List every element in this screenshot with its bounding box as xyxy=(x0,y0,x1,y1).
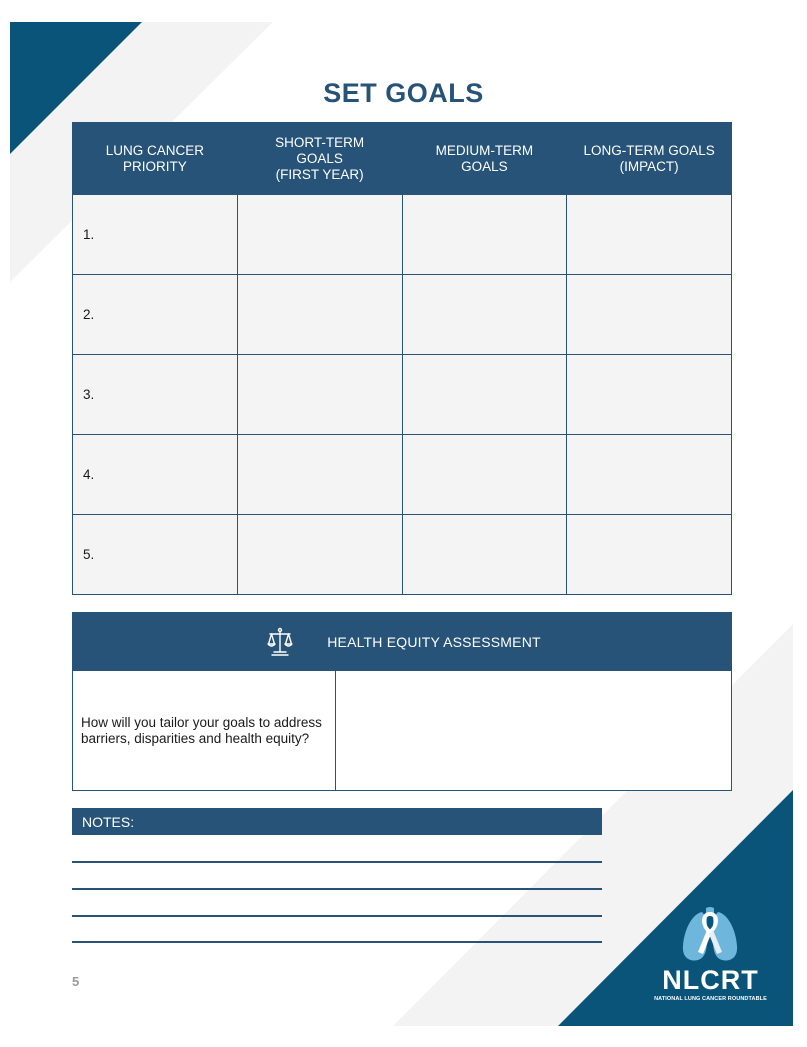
medium-term-cell[interactable] xyxy=(402,195,567,275)
priority-cell[interactable]: 1. xyxy=(73,195,238,275)
table-row xyxy=(73,195,732,275)
short-term-cell[interactable] xyxy=(237,435,402,515)
long-term-cell[interactable] xyxy=(567,515,732,595)
health-equity-header xyxy=(72,612,732,671)
priority-cell[interactable]: 4. xyxy=(73,435,238,515)
note-line[interactable] xyxy=(72,915,602,917)
page-title: SET GOALS xyxy=(323,78,484,108)
medium-term-cell[interactable] xyxy=(402,275,567,355)
logo-subtitle: NATIONAL LUNG CANCER ROUNDTABLE xyxy=(654,996,767,1002)
header-medium-term-goals: MEDIUM-TERM GOALS xyxy=(402,123,567,195)
short-term-cell[interactable] xyxy=(237,355,402,435)
logo-name: NLCRT xyxy=(662,965,759,995)
header-lung-cancer-priority: LUNG CANCER PRIORITY xyxy=(73,123,238,195)
table-row xyxy=(73,435,732,515)
note-line[interactable] xyxy=(72,941,602,943)
priority-cell[interactable]: 3. xyxy=(73,355,238,435)
health-equity-title: HEALTH EQUITY ASSESSMENT xyxy=(327,633,541,650)
short-term-cell[interactable] xyxy=(237,195,402,275)
goals-table xyxy=(72,122,732,595)
long-term-cell[interactable] xyxy=(567,435,732,515)
medium-term-cell[interactable] xyxy=(402,515,567,595)
scales-icon xyxy=(267,627,293,657)
health-equity-answer-box[interactable] xyxy=(336,671,731,790)
long-term-cell[interactable] xyxy=(567,195,732,275)
notes-label-bar xyxy=(72,808,602,835)
short-term-cell[interactable] xyxy=(237,275,402,355)
long-term-cell[interactable] xyxy=(567,355,732,435)
page-number: 5 xyxy=(72,974,80,989)
note-line[interactable] xyxy=(72,888,602,890)
long-term-cell[interactable] xyxy=(567,275,732,355)
notes-label: NOTES: xyxy=(82,813,135,830)
priority-cell[interactable]: 2. xyxy=(73,275,238,355)
table-row xyxy=(73,515,732,595)
medium-term-cell[interactable] xyxy=(402,435,567,515)
goals-table-header-row xyxy=(73,123,732,195)
header-long-term-goals: LONG-TERM GOALS (IMPACT) xyxy=(567,123,732,195)
nlcrt-logo xyxy=(648,906,773,1008)
note-line[interactable] xyxy=(72,861,602,863)
header-short-term-goals: SHORT-TERM GOALS (FIRST YEAR) xyxy=(237,123,402,195)
table-row xyxy=(73,275,732,355)
health-equity-body xyxy=(72,671,732,791)
lung-ribbon-icon xyxy=(680,906,740,964)
medium-term-cell[interactable] xyxy=(402,355,567,435)
table-row xyxy=(73,355,732,435)
short-term-cell[interactable] xyxy=(237,515,402,595)
health-equity-question: How will you tailor your goals to address barriers, disparities and health equity? xyxy=(73,671,336,790)
priority-cell[interactable]: 5. xyxy=(73,515,238,595)
